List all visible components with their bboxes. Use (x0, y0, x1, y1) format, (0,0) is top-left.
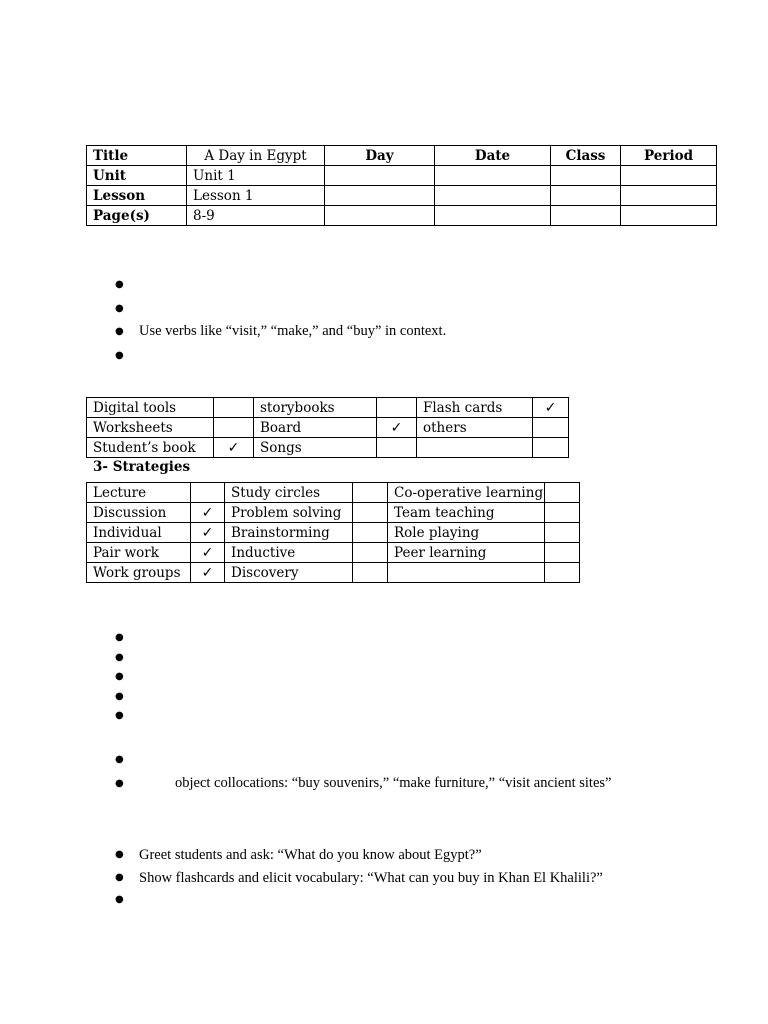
check-icon (353, 483, 388, 503)
resource-label (417, 438, 533, 458)
check-icon: ✓ (191, 523, 225, 543)
class-cell (551, 186, 621, 206)
list-item (115, 344, 446, 368)
day-header: Day (325, 146, 435, 166)
strategy-label: Discovery (225, 563, 353, 583)
unit-row (87, 166, 717, 186)
resource-label: Flash cards (417, 398, 533, 418)
table-row (87, 438, 569, 458)
bullet-icon: ● (115, 349, 124, 361)
check-icon (545, 563, 580, 583)
warmup-list (115, 844, 603, 912)
check-icon (545, 483, 580, 503)
unit-value: Unit 1 (187, 166, 325, 186)
strategy-label: Work groups (87, 563, 191, 583)
bullet-icon: ● (115, 871, 124, 883)
resource-label: storybooks (254, 398, 377, 418)
pages-row (87, 206, 717, 226)
list-item (115, 687, 139, 707)
list-item: ● Use verbs like “visit,” “make,” and “buy” in context. (115, 320, 446, 344)
lesson-header-table (86, 145, 717, 226)
bullet-icon: ● (115, 894, 124, 905)
list-item (115, 889, 603, 912)
check-icon: ✓ (214, 438, 254, 458)
list-item (115, 648, 139, 668)
procedure-list (115, 628, 139, 726)
bullet-icon: ● (115, 651, 124, 663)
check-icon: ✓ (191, 563, 225, 583)
check-icon (545, 503, 580, 523)
check-icon (353, 543, 388, 563)
list-item: ● Show flashcards and elicit vocabulary: “What can you buy in Khan El Khalili?” (115, 867, 603, 890)
period-cell (621, 186, 717, 206)
resource-label: others (417, 418, 533, 438)
check-icon (545, 543, 580, 563)
resource-label: Digital tools (87, 398, 214, 418)
strategy-label: Inductive (225, 543, 353, 563)
strategy-label: Study circles (225, 483, 353, 503)
strategy-label: Co-operative learning (388, 483, 545, 503)
date-cell (435, 206, 551, 226)
check-icon (214, 418, 254, 438)
table-row (87, 418, 569, 438)
list-item (115, 706, 139, 726)
strategy-label: Discussion (87, 503, 191, 523)
title-label: Title (87, 146, 187, 166)
period-cell (621, 206, 717, 226)
period-cell (621, 166, 717, 186)
resources-table (86, 397, 569, 458)
strategy-label: Individual (87, 523, 191, 543)
resource-label: Student’s book (87, 438, 214, 458)
check-icon (191, 483, 225, 503)
strategy-label: Pair work (87, 543, 191, 563)
list-item: ● Greet students and ask: “What do you know about Egypt?” (115, 844, 603, 867)
date-cell (435, 186, 551, 206)
strategies-heading: 3- Strategies (93, 459, 191, 475)
date-header: Date (435, 146, 551, 166)
bullet-icon: ● (115, 849, 124, 860)
bullet-icon: ● (115, 777, 124, 789)
strategy-label: Brainstorming (225, 523, 353, 543)
check-icon: ✓ (191, 543, 225, 563)
check-icon (353, 563, 388, 583)
period-header: Period (621, 146, 717, 166)
header-row (87, 146, 717, 166)
check-icon (377, 438, 417, 458)
check-icon (377, 398, 417, 418)
resource-label: Worksheets (87, 418, 214, 438)
table-row (87, 523, 580, 543)
check-icon: ✓ (191, 503, 225, 523)
table-row (87, 398, 569, 418)
class-header: Class (551, 146, 621, 166)
check-icon (545, 523, 580, 543)
check-icon: ✓ (377, 418, 417, 438)
date-cell (435, 166, 551, 186)
class-cell (551, 206, 621, 226)
check-icon: ✓ (533, 398, 569, 418)
bullet-icon: ● (115, 302, 124, 314)
strategy-label: Team teaching (388, 503, 545, 523)
check-icon (353, 523, 388, 543)
bullet-icon: ● (115, 754, 124, 765)
strategy-label: Problem solving (225, 503, 353, 523)
day-cell (325, 186, 435, 206)
strategy-label: Peer learning (388, 543, 545, 563)
resource-label: Board (254, 418, 377, 438)
objectives-list (115, 273, 446, 367)
bullet-icon: ● (115, 710, 124, 721)
bullet-icon: ● (115, 690, 124, 702)
table-row (87, 543, 580, 563)
title-value: A Day in Egypt (187, 146, 325, 166)
class-cell (551, 166, 621, 186)
list-item (115, 273, 446, 297)
list-item (115, 628, 139, 648)
check-icon (533, 418, 569, 438)
unit-label: Unit (87, 166, 187, 186)
check-icon (533, 438, 569, 458)
bullet-icon: ● (115, 632, 124, 643)
list-item (115, 297, 446, 321)
day-cell (325, 206, 435, 226)
bullet-icon: ● (115, 279, 124, 290)
lesson-value: Lesson 1 (187, 186, 325, 206)
table-row (87, 503, 580, 523)
pages-value: 8-9 (187, 206, 325, 226)
list-item (115, 667, 139, 687)
table-row (87, 483, 580, 503)
resource-label: Songs (254, 438, 377, 458)
day-cell (325, 166, 435, 186)
vocabulary-list (115, 748, 611, 795)
strategy-label (388, 563, 545, 583)
bullet-icon: ● (115, 326, 124, 337)
strategy-label: Lecture (87, 483, 191, 503)
strategy-label: Role playing (388, 523, 545, 543)
lesson-row (87, 186, 717, 206)
check-icon (214, 398, 254, 418)
bullet-icon: ● (115, 671, 124, 682)
list-item (115, 748, 611, 772)
lesson-label: Lesson (87, 186, 187, 206)
pages-label: Page(s) (87, 206, 187, 226)
strategies-table (86, 482, 580, 583)
table-row (87, 563, 580, 583)
check-icon (353, 503, 388, 523)
list-item: ● object collocations: “buy souvenirs,” “make furniture,” “visit ancient sites” (115, 772, 611, 796)
